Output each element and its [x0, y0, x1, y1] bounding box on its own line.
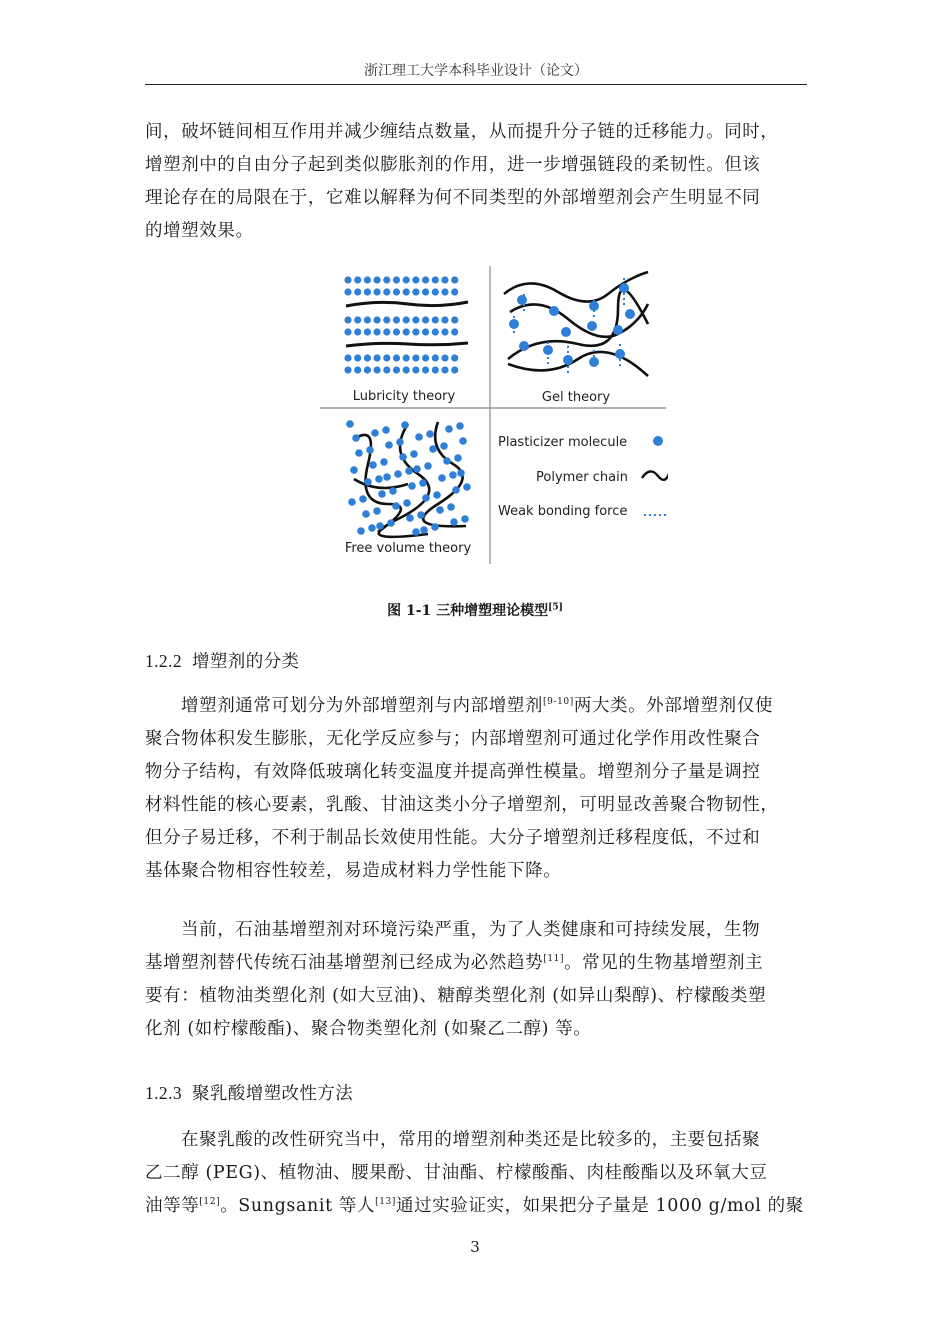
- plasticizer-dot: [389, 487, 397, 495]
- section-heading-1-2-2: [145, 648, 299, 673]
- plasticizer-dot: [344, 276, 351, 283]
- plasticizer-dot: [412, 528, 420, 536]
- plasticizer-dot: [452, 486, 460, 494]
- plasticizer-dot: [380, 458, 388, 466]
- plasticizer-dot: [374, 354, 381, 361]
- plasticizer-dot: [383, 288, 390, 295]
- plasticizer-dot: [454, 454, 462, 462]
- intro-paragraph: [145, 116, 807, 248]
- plasticizer-dot: [451, 328, 458, 335]
- plasticizer-dot: [441, 354, 448, 361]
- plasticizer-dot: [378, 490, 386, 498]
- plasticizer-dot: [399, 453, 407, 461]
- text-line: 间，破坏链间相互作用并减少缠结点数量，从而提升分子链的迁移能力。同时，: [145, 122, 779, 142]
- text-line: 乙二醇 (PEG)、植物油、腰果酚、甘油酯、柠檬酸酯、肉桂酸酯以及环氧大豆: [145, 1163, 768, 1183]
- plasticizer-dot: [394, 470, 402, 478]
- text-line: 当前，石油基增塑剂对环境污染严重，为了人类健康和可持续发展，生物: [181, 920, 761, 940]
- plasticizer-dot: [451, 366, 458, 373]
- plasticizer-dot: [419, 479, 427, 487]
- text-line: 物分子结构，有效降低玻璃化转变温度并提高弹性模量。增塑剂分子量是调控: [145, 762, 761, 782]
- plasticizer-dot: [432, 276, 439, 283]
- plasticizer-dot: [355, 449, 363, 457]
- text-line: 理论存在的局限在于，它难以解释为何不同类型的外部增塑剂会产生明显不同: [145, 188, 761, 208]
- pla-methods-paragraph: [145, 1124, 807, 1223]
- plasticizer-dot: [432, 366, 439, 373]
- plasticizer-dot: [403, 276, 410, 283]
- plasticizer-dot: [383, 276, 390, 283]
- plasticizer-dot: [422, 354, 429, 361]
- plasticizer-dot: [369, 461, 377, 469]
- plasticizer-dot: [385, 441, 393, 449]
- plasticizer-dot: [344, 288, 351, 295]
- plasticizer-dot: [383, 328, 390, 335]
- plasticizer-dot: [447, 503, 455, 511]
- plasticization-theory-figure: [318, 264, 668, 564]
- plasticizer-dot: [422, 494, 430, 502]
- header-rule: [145, 84, 807, 85]
- gel-panel: [504, 272, 648, 376]
- plasticizer-dot: [364, 288, 371, 295]
- plasticizer-dot: [352, 434, 360, 442]
- plasticizer-dot: [392, 502, 400, 510]
- plasticizer-dot: [426, 430, 434, 438]
- free-volume-panel: [346, 420, 471, 537]
- plasticizer-dot: [354, 354, 361, 361]
- plasticizer-dot: [403, 366, 410, 373]
- plasticizer-dot: [422, 316, 429, 323]
- plasticizer-dot: [412, 288, 419, 295]
- plasticizer-dot: [374, 316, 381, 323]
- plasticizer-dot: [403, 288, 410, 295]
- plasticizer-dot: [443, 457, 451, 465]
- plasticizer-dot: [412, 354, 419, 361]
- section-number: 1.2.2: [145, 651, 182, 671]
- lubricity-label: Lubricity theory: [352, 389, 456, 404]
- plasticizer-dot: [373, 507, 381, 515]
- text-line: 油等等[12]。Sungsanit 等人[13]通过实验证实，如果把分子量是 1000 g/mol 的聚: [145, 1196, 804, 1216]
- plasticizer-dot: [457, 469, 465, 477]
- legend-weak-bond-label: Weak bonding force: [498, 504, 628, 519]
- plasticizer-dot: [344, 354, 351, 361]
- plasticizer-dot: [410, 450, 418, 458]
- plasticizer-dot: [440, 442, 448, 450]
- plasticizer-dot: [403, 328, 410, 335]
- classification-paragraph: [145, 690, 807, 888]
- text-line: 材料性能的核心要素，乳酸、甘油这类小分子增塑剂，可明显改善聚合物韧性，: [145, 795, 779, 815]
- text-line: 的增塑效果。: [145, 221, 254, 241]
- plasticizer-dot: [344, 316, 351, 323]
- citation: [11]: [543, 954, 565, 965]
- polymer-chain: [346, 302, 468, 306]
- plasticizer-dot: [441, 328, 448, 335]
- plasticizer-dot: [433, 491, 441, 499]
- plasticizer-dot: [348, 498, 356, 506]
- lubricity-panel: [344, 276, 468, 373]
- plasticizer-dot: [422, 366, 429, 373]
- plasticizer-dot: [364, 328, 371, 335]
- plasticizer-dot: [350, 466, 358, 474]
- plasticizer-dot: [393, 366, 400, 373]
- plasticizer-dot: [383, 473, 391, 481]
- plasticizer-dot: [354, 316, 361, 323]
- plasticizer-dot: [451, 288, 458, 295]
- polymer-chain: [510, 304, 648, 337]
- figure-caption: [0, 600, 950, 620]
- plasticizer-dot: [364, 366, 371, 373]
- plasticizer-dot: [432, 354, 439, 361]
- biobased-paragraph: [145, 914, 807, 1046]
- plasticizer-dot: [354, 288, 361, 295]
- plasticizer-dot: [441, 288, 448, 295]
- plasticizer-dot: [393, 276, 400, 283]
- plasticizer-dot: [441, 276, 448, 283]
- section-title: 增塑剂的分类: [192, 652, 300, 672]
- plasticizer-dot: [354, 328, 361, 335]
- plasticizer-dot: [393, 328, 400, 335]
- plasticizer-dot: [445, 425, 453, 433]
- plasticizer-dot: [415, 433, 423, 441]
- plasticizer-dot: [451, 276, 458, 283]
- plasticizer-dot: [374, 276, 381, 283]
- citation: [13]: [375, 1197, 396, 1208]
- legend-polymer-icon: [642, 470, 668, 480]
- plasticizer-dot: [408, 482, 416, 490]
- polymer-chain: [508, 352, 648, 376]
- running-header: 浙江理工大学本科毕业设计（论文）: [364, 63, 588, 79]
- plasticizer-dot: [393, 316, 400, 323]
- plasticizer-dot: [422, 328, 429, 335]
- plasticizer-dot: [412, 328, 419, 335]
- plasticizer-dot: [461, 515, 469, 523]
- section-title: 聚乳酸增塑改性方法: [192, 1084, 354, 1104]
- plasticizer-dot: [441, 366, 448, 373]
- plasticizer-dot: [403, 354, 410, 361]
- plasticizer-dot: [432, 316, 439, 323]
- plasticizer-dot: [422, 276, 429, 283]
- legend-plasticizer-icon: [653, 436, 663, 446]
- plasticizer-dot: [396, 438, 404, 446]
- text-line: 在聚乳酸的改性研究当中，常用的增塑剂种类还是比较多的，主要包括聚: [181, 1130, 761, 1150]
- plasticizer-dot: [424, 462, 432, 470]
- plasticizer-dot: [368, 524, 376, 532]
- plasticizer-dot: [383, 366, 390, 373]
- plasticizer-dot: [401, 421, 409, 429]
- plasticizer-dot: [344, 328, 351, 335]
- plasticizer-dot: [413, 465, 421, 473]
- legend-polymer-label: Polymer chain: [536, 470, 628, 485]
- plasticizer-dot: [375, 475, 383, 483]
- plasticizer-dot: [393, 288, 400, 295]
- plasticizer-dot: [374, 366, 381, 373]
- plasticizer-dot: [387, 519, 395, 527]
- plasticizer-dot: [366, 446, 374, 454]
- plasticizer-dot: [362, 510, 370, 518]
- caption-citation: [5]: [548, 602, 563, 613]
- text-line: 基增塑剂替代传统石油基增塑剂已经成为必然趋势[11]。常见的生物基增塑剂主: [145, 953, 764, 973]
- plasticizer-dot: [449, 471, 457, 479]
- plasticizer-dot: [412, 366, 419, 373]
- plasticizer-dot: [450, 518, 458, 526]
- plasticizer-dot: [432, 328, 439, 335]
- citation: [9-10]: [543, 697, 574, 708]
- plasticizer-dot: [344, 366, 351, 373]
- plasticizer-dot: [625, 309, 635, 319]
- plasticizer-dot: [357, 527, 365, 535]
- text-line: 要有：植物油类塑化剂 (如大豆油)、糖醇类塑化剂 (如异山梨醇)、柠檬酸类塑: [145, 986, 767, 1006]
- plasticizer-dot: [383, 354, 390, 361]
- plasticizer-dot: [519, 341, 529, 351]
- plasticizer-dot: [374, 288, 381, 295]
- plasticizer-dot: [346, 420, 354, 428]
- section-heading-1-2-3: [145, 1080, 353, 1105]
- plasticizer-dot: [364, 316, 371, 323]
- gel-label: Gel theory: [541, 390, 611, 405]
- plasticizer-dot: [459, 437, 467, 445]
- plasticizer-dot: [412, 316, 419, 323]
- text-line: 但分子易迁移，不利于制品长效使用性能。大分子增塑剂迁移程度低，不过和: [145, 828, 761, 848]
- plasticizer-dot: [420, 526, 428, 534]
- legend-panel: [642, 436, 668, 515]
- plasticizer-dot: [613, 325, 623, 335]
- plasticizer-dot: [406, 514, 414, 522]
- page-number: 3: [470, 1238, 480, 1256]
- plasticizer-dot: [431, 523, 439, 531]
- plasticizer-dot: [441, 316, 448, 323]
- plasticizer-dot: [403, 499, 411, 507]
- section-number: 1.2.3: [145, 1083, 182, 1103]
- plasticizer-dot: [561, 327, 571, 337]
- plasticizer-dot: [451, 354, 458, 361]
- plasticizer-dot: [364, 478, 372, 486]
- plasticizer-dot: [403, 316, 410, 323]
- plasticizer-dot: [436, 506, 444, 514]
- plasticizer-dot: [417, 511, 425, 519]
- plasticizer-dot: [412, 276, 419, 283]
- plasticizer-dot: [382, 426, 390, 434]
- plasticizer-dot: [371, 429, 379, 437]
- polymer-chain: [346, 343, 468, 346]
- plasticizer-dot: [393, 354, 400, 361]
- plasticizer-dot: [354, 366, 361, 373]
- plasticizer-dot: [456, 422, 464, 430]
- text-line: 增塑剂通常可划分为外部增塑剂与内部增塑剂[9-10]两大类。外部增塑剂仅使: [181, 696, 773, 716]
- plasticizer-dot: [429, 445, 437, 453]
- legend-plasticizer-label: Plasticizer molecule: [498, 435, 628, 450]
- plasticizer-dot: [422, 288, 429, 295]
- plasticizer-dot: [376, 522, 384, 530]
- caption-text: 图 1-1 三种增塑理论模型: [387, 603, 549, 619]
- plasticizer-dot: [517, 295, 527, 305]
- plasticizer-dot: [364, 354, 371, 361]
- plasticizer-dot: [359, 495, 367, 503]
- plasticizer-dot: [405, 467, 413, 475]
- text-line: 化剂 (如柠檬酸酯)、聚合物类塑化剂 (如聚乙二醇) 等。: [145, 1019, 592, 1039]
- plasticizer-dot: [587, 321, 597, 331]
- plasticizer-dot: [451, 316, 458, 323]
- plasticizer-dot: [463, 483, 471, 491]
- plasticizer-dot: [549, 306, 559, 316]
- plasticizer-dot: [432, 288, 439, 295]
- plasticizer-dot: [364, 276, 371, 283]
- plasticizer-dot: [438, 474, 446, 482]
- text-line: 聚合物体积发生膨胀，无化学反应参与；内部增塑剂可通过化学作用改性聚合: [145, 729, 761, 749]
- plasticizer-dot: [383, 316, 390, 323]
- plasticizer-dot: [374, 328, 381, 335]
- free-volume-label: Free volume theory: [344, 541, 472, 556]
- figure-svg: [318, 264, 668, 564]
- citation: [12]: [199, 1197, 221, 1208]
- text-line: 增塑剂中的自由分子起到类似膨胀剂的作用，进一步增强链段的柔韧性。但该: [145, 155, 761, 175]
- text-line: 基体聚合物相容性较差，易造成材料力学性能下降。: [145, 861, 562, 881]
- plasticizer-dot: [354, 276, 361, 283]
